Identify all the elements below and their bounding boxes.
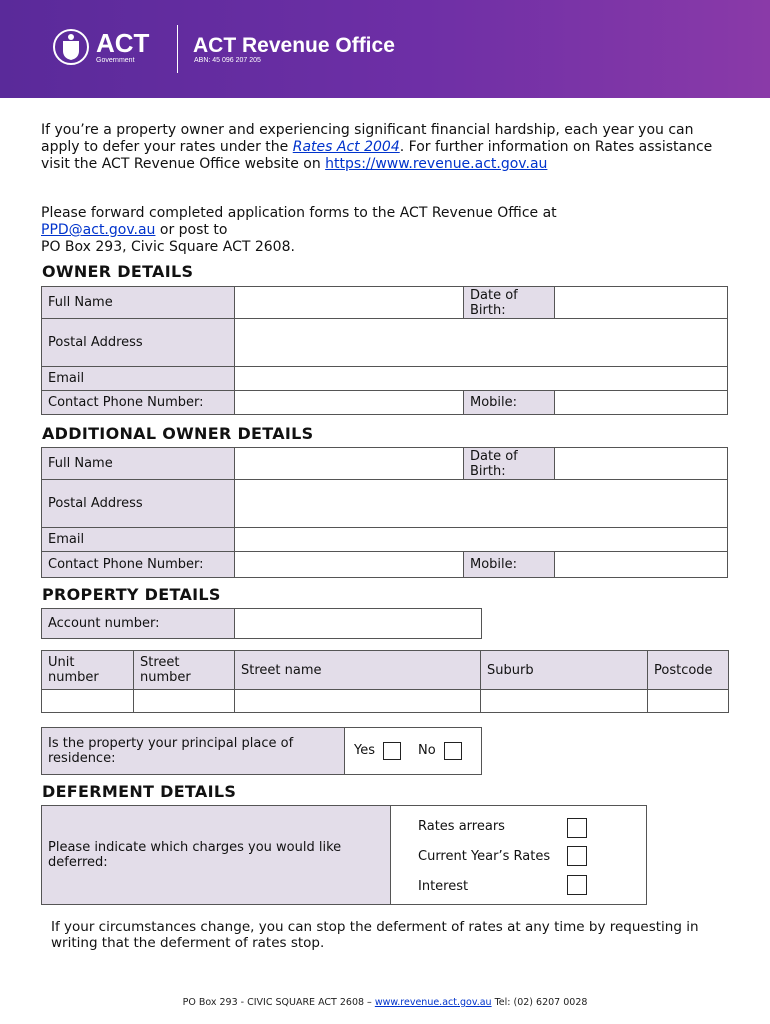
additional-phone-field[interactable] xyxy=(234,551,464,578)
coat-of-arms-icon xyxy=(52,28,90,66)
additional-email-field[interactable] xyxy=(234,527,728,552)
footer-phone: Tel: (02) 6207 0028 xyxy=(491,997,588,1008)
closing-note: If your circumstances change, you can stop the deferment of rates at any time by requesting in writing that the deferment of rates stop. xyxy=(51,919,699,951)
forward-text-1: Please forward completed application forms to the ACT Revenue Office at xyxy=(41,205,557,221)
owner-phone-label: Contact Phone Number: xyxy=(41,390,235,415)
additional-dob-label: Date of Birth: xyxy=(463,447,555,480)
additional-full-name-label: Full Name xyxy=(41,447,235,480)
additional-dob-field[interactable] xyxy=(554,447,728,480)
street-number-header: Street number xyxy=(133,650,235,690)
additional-email-label: Email xyxy=(41,527,235,552)
additional-owner-title: ADDITIONAL OWNER DETAILS xyxy=(42,424,314,443)
postcode-header: Postcode xyxy=(647,650,729,690)
no-label: No xyxy=(418,743,436,758)
street-number-field[interactable] xyxy=(133,689,235,713)
property-details-title: PROPERTY DETAILS xyxy=(42,585,221,604)
no-checkbox[interactable] xyxy=(444,742,462,760)
deferment-details-title: DEFERMENT DETAILS xyxy=(42,782,237,801)
page-footer xyxy=(0,997,770,1008)
additional-full-name-field[interactable] xyxy=(234,447,464,480)
unit-number-header: Unit number xyxy=(41,650,134,690)
owner-postal-field[interactable] xyxy=(234,318,728,367)
account-number-field[interactable] xyxy=(234,608,482,639)
rates-arrears-label: Rates arrears xyxy=(418,819,505,834)
additional-mobile-label: Mobile: xyxy=(463,551,555,578)
yes-checkbox[interactable] xyxy=(383,742,401,760)
office-title: ACT Revenue Office xyxy=(193,34,395,57)
additional-postal-label: Postal Address xyxy=(41,479,235,528)
interest-label: Interest xyxy=(418,879,469,894)
principal-residence-question: Is the property your principal place of residence: xyxy=(41,727,345,775)
intro-text-2: . For further information on Rates assistance visit the ACT Revenue Office website on xyxy=(41,139,713,172)
act-logo-subtext: Government xyxy=(96,57,135,64)
footer-website-link[interactable]: www.revenue.act.gov.au xyxy=(374,997,492,1008)
intro-paragraph xyxy=(41,122,731,173)
header-divider xyxy=(177,25,178,73)
owner-full-name-label: Full Name xyxy=(41,286,235,319)
owner-full-name-field[interactable] xyxy=(234,286,464,319)
yes-label: Yes xyxy=(354,743,375,758)
postcode-field[interactable] xyxy=(647,689,729,713)
owner-mobile-label: Mobile: xyxy=(463,390,555,415)
owner-dob-field[interactable] xyxy=(554,286,728,319)
suburb-field[interactable] xyxy=(480,689,648,713)
street-name-header: Street name xyxy=(234,650,481,690)
unit-number-field[interactable] xyxy=(41,689,134,713)
account-number-label: Account number: xyxy=(41,608,235,639)
abn-text: ABN: 45 096 207 205 xyxy=(194,57,261,64)
ppd-email-link[interactable]: PPD@act.gov.au xyxy=(41,222,156,238)
rates-act-link[interactable]: Rates Act 2004 xyxy=(292,139,400,155)
forward-paragraph xyxy=(41,205,731,256)
owner-email-field[interactable] xyxy=(234,366,728,391)
interest-checkbox[interactable] xyxy=(567,875,587,895)
owner-postal-label: Postal Address xyxy=(41,318,235,367)
forward-text-3: PO Box 293, Civic Square ACT 2608. xyxy=(41,239,295,255)
additional-mobile-field[interactable] xyxy=(554,551,728,578)
additional-postal-field[interactable] xyxy=(234,479,728,528)
footer-address: PO Box 293 - CIVIC SQUARE ACT 2608 – xyxy=(182,997,375,1008)
owner-dob-label: Date of Birth: xyxy=(463,286,555,319)
current-year-rates-checkbox[interactable] xyxy=(567,846,587,866)
deferment-prompt: Please indicate which charges you would like deferred: xyxy=(41,805,391,905)
intro-text-1: If you’re a property owner and experiencing significant financial hardship, each year you can apply to defer your rates under the xyxy=(41,122,694,155)
rates-arrears-checkbox[interactable] xyxy=(567,818,587,838)
owner-mobile-field[interactable] xyxy=(554,390,728,415)
additional-phone-label: Contact Phone Number: xyxy=(41,551,235,578)
revenue-website-link[interactable]: https://www.revenue.act.gov.au xyxy=(325,156,548,172)
owner-email-label: Email xyxy=(41,366,235,391)
owner-phone-field[interactable] xyxy=(234,390,464,415)
page-header xyxy=(0,0,770,98)
current-year-rates-label: Current Year’s Rates xyxy=(418,849,551,864)
street-name-field[interactable] xyxy=(234,689,481,713)
owner-details-title: OWNER DETAILS xyxy=(42,262,194,281)
act-logo-text: ACT xyxy=(96,28,150,58)
suburb-header: Suburb xyxy=(480,650,648,690)
forward-text-2: or post to xyxy=(155,222,228,238)
